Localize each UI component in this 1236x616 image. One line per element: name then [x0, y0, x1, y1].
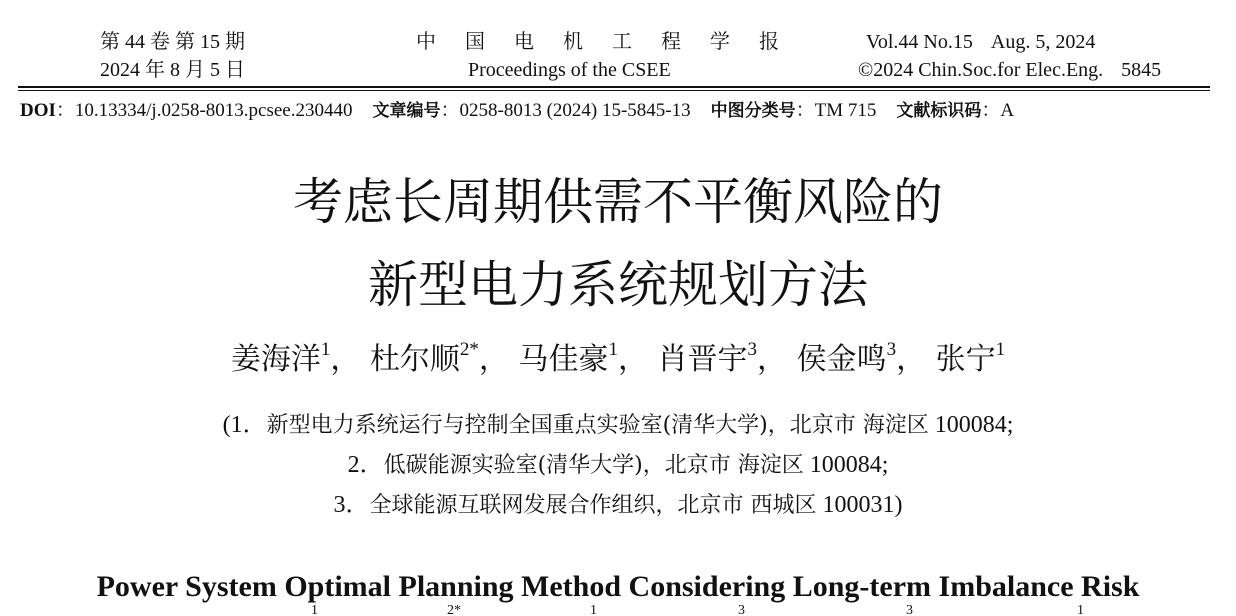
article-meta-line [20, 98, 1014, 124]
paper-title-line-2: 新型电力系统规划方法 [368, 256, 868, 314]
publication-date-cn: 2024 年 8 月 5 日 [100, 59, 245, 81]
journal-name-en: Proceedings of the CSEE [468, 59, 671, 81]
affiliation-postcode: 100031) [816, 492, 903, 518]
volume-issue-en [866, 28, 1095, 56]
article-no-value: ：0258-8013 (2024) 15-5845-13 [440, 100, 691, 121]
author-affiliation-mark: 2* [459, 339, 479, 360]
author-affiliation-mark: 3 [747, 339, 758, 360]
cropped-mark: 2* [447, 604, 461, 616]
page-number: 5845 [1121, 59, 1162, 81]
volume-issue: 第 44 卷 第 15 期 [100, 31, 245, 53]
author-list [0, 338, 1236, 382]
copyright-line [858, 56, 1161, 84]
clc-value: ：TM 715 [795, 100, 877, 121]
author-affiliation-mark: 1 [608, 339, 618, 360]
author-affiliation-mark: 1 [995, 339, 1006, 360]
copyright: ©2024 Chin.Soc.for Elec.Eng. [858, 59, 1104, 81]
author: 侯金鸣 [796, 342, 887, 377]
affiliation-text: 新型电力系统运行与控制全国重点实验室(清华大学)，北京市 海淀区 [266, 413, 929, 438]
cropped-mark: 1 [1077, 604, 1084, 616]
author: 张宁 [935, 342, 996, 377]
author-separator: ， [330, 342, 361, 377]
author: 姜海洋 [230, 342, 321, 377]
journal-name-cn: 中 国 电 机 工 程 学 报 [416, 31, 791, 53]
paper-title-line-1: 考虑长周期供需不平衡风险的 [293, 173, 943, 231]
affiliation-number: (1． [222, 412, 267, 438]
journal-header [0, 0, 1236, 84]
author-separator: ， [478, 342, 509, 377]
english-author-marks-cropped [0, 604, 1236, 616]
affiliation-number: 2． [347, 452, 384, 478]
doc-code-value: ：A [981, 100, 1015, 121]
doc-code-label: 文献标识码 [896, 101, 982, 121]
affiliation-postcode: 100084; [803, 452, 889, 478]
author-separator: ， [617, 342, 648, 377]
date-en: Aug. 5, 2024 [990, 31, 1096, 53]
english-title: Power System Optimal Planning Method Considering Long-term Imbalance Risk [96, 570, 1140, 603]
doi-value[interactable]: ：10.13334/j.0258-8013.pcsee.230440 [55, 100, 353, 121]
cropped-mark: 3 [738, 604, 745, 616]
header-rule-thin [18, 90, 1210, 91]
author-separator: ， [896, 342, 927, 377]
cropped-mark: 1 [311, 604, 318, 616]
cropped-mark: 3 [906, 604, 913, 616]
header-rule-thick [18, 86, 1210, 88]
clc-label: 中图分类号 [710, 101, 796, 121]
author-separator: ， [757, 342, 788, 377]
vol-no: Vol.44 No.15 [866, 31, 973, 53]
cropped-mark: 1 [590, 604, 597, 616]
affiliation-text: 低碳能源实验室(清华大学)，北京市 海淀区 [383, 453, 804, 478]
article-no-label: 文章编号 [372, 101, 441, 121]
affiliation-3 [0, 488, 1236, 523]
author-affiliation-mark: 1 [320, 339, 331, 360]
author: 杜尔顺 [369, 342, 460, 377]
affiliation-text: 全球能源互联网发展合作组织，北京市 西城区 [369, 493, 817, 518]
affiliation-2 [0, 448, 1236, 483]
affiliation-1 [0, 408, 1236, 443]
author: 肖晋宇 [657, 342, 748, 377]
affiliation-postcode: 100084; [928, 412, 1014, 438]
doi-label: DOI [20, 100, 56, 121]
author-affiliation-mark: 3 [886, 339, 897, 360]
affiliation-number: 3． [333, 492, 370, 518]
author: 马佳豪 [518, 342, 609, 377]
